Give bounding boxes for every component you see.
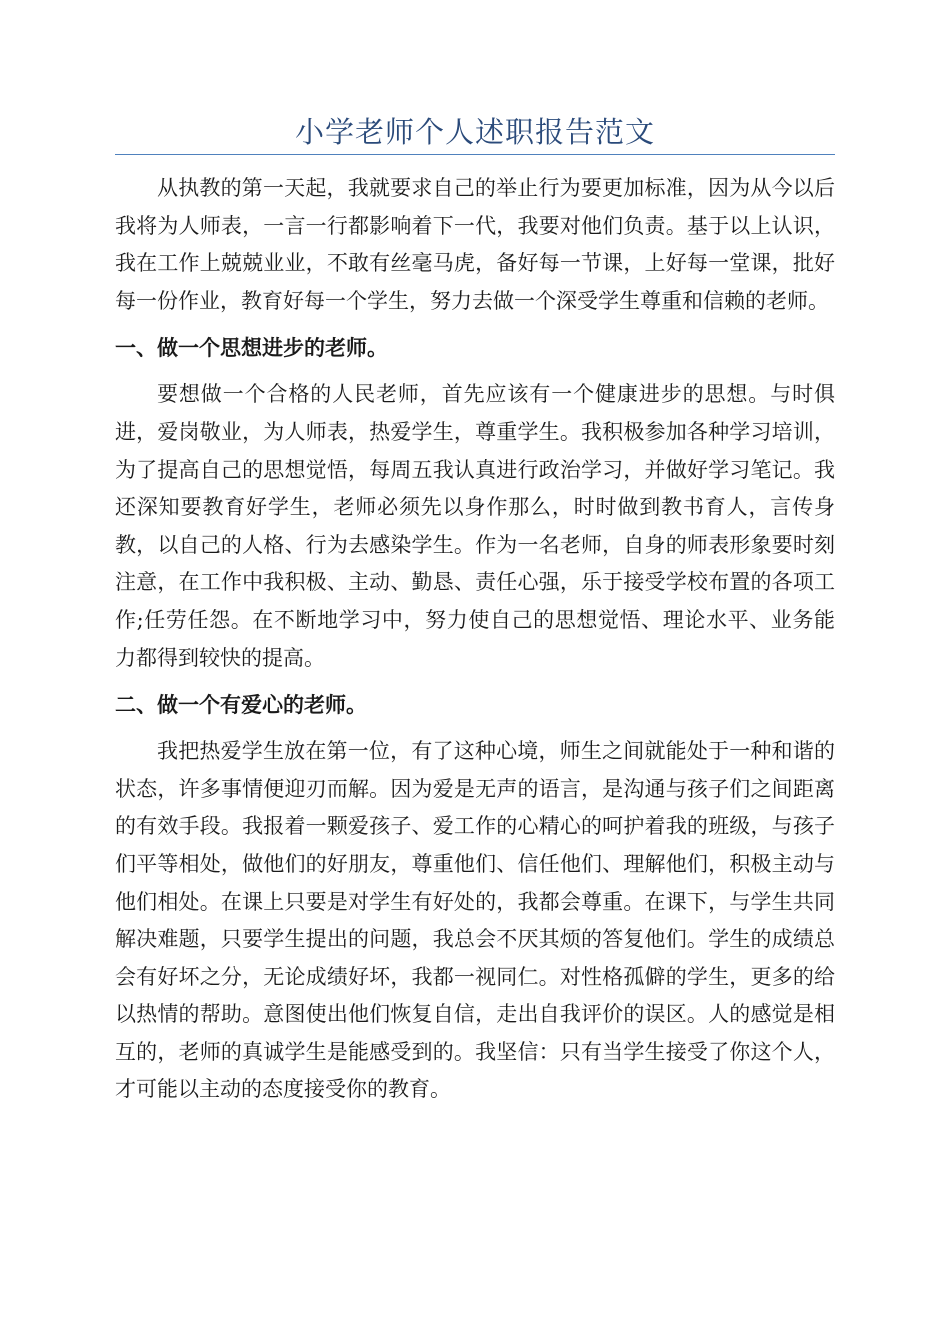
intro-paragraph: 从执教的第一天起，我就要求自己的举止行为要更加标准，因为从今以后我将为人师表，一言一行都影响着下一代，我要对他们负责。基于以上认识，我在工作上兢兢业业，不敢有丝毫马虎，备好每一节课，上好每一堂课，批好每一份作业，教育好每一个学生，努力去做一个深受学生尊重和信赖的老师。 [115, 176, 835, 313]
section-heading-2: 二、做一个有爱心的老师。 [115, 692, 367, 718]
title-underline [115, 154, 835, 155]
section-heading-1: 一、做一个思想进步的老师。 [115, 335, 388, 361]
document-body [115, 170, 835, 1109]
document-title: 小学老师个人述职报告范文 [294, 115, 655, 149]
section-body-2: 我把热爱学生放在第一位，有了这种心境，师生之间就能处于一种和谐的状态，许多事情便迎刃而解。因为爱是无声的语言，是沟通与孩子们之间距离的有效手段。我报着一颗爱孩子、爱工作的心精心的呵护着我的班级，与孩子们平等相处，做他们的好朋友，尊重他们、信任他们、理解他们，积极主动与他们相处。在课上只要是对学生有好处的，我都会尊重。在课下，与学生共同解决难题，只要学生提出的问题，我总会不厌其烦的答复他们。学生的成绩总会有好坏之分，无论成绩好坏，我都一视同仁。对性格孤僻的学生，更多的给以热情的帮助。意图使出他们恢复自信，走出自我评价的误区。人的感觉是相互的，老师的真诚学生是能感受到的。我坚信：只有当学生接受了你这个人，才可能以主动的态度接受你的教育。 [115, 739, 835, 1102]
section-body-1: 要想做一个合格的人民老师，首先应该有一个健康进步的思想。与时俱进，爱岗敬业，为人师表，热爱学生，尊重学生。我积极参加各种学习培训，为了提高自己的思想觉悟，每周五我认真进行政治学习，并做好学习笔记。我还深知要教育好学生，老师必须先以身作那么，时时做到教书育人，言传身教，以自己的人格、行为去感染学生。作为一名老师，自身的师表形象要时刻注意，在工作中我积极、主动、勤恳、责任心强，乐于接受学校布置的各项工作;任劳任怨。在不断地学习中，努力使自己的思想觉悟、理论水平、业务能力都得到较快的提高。 [115, 382, 835, 670]
